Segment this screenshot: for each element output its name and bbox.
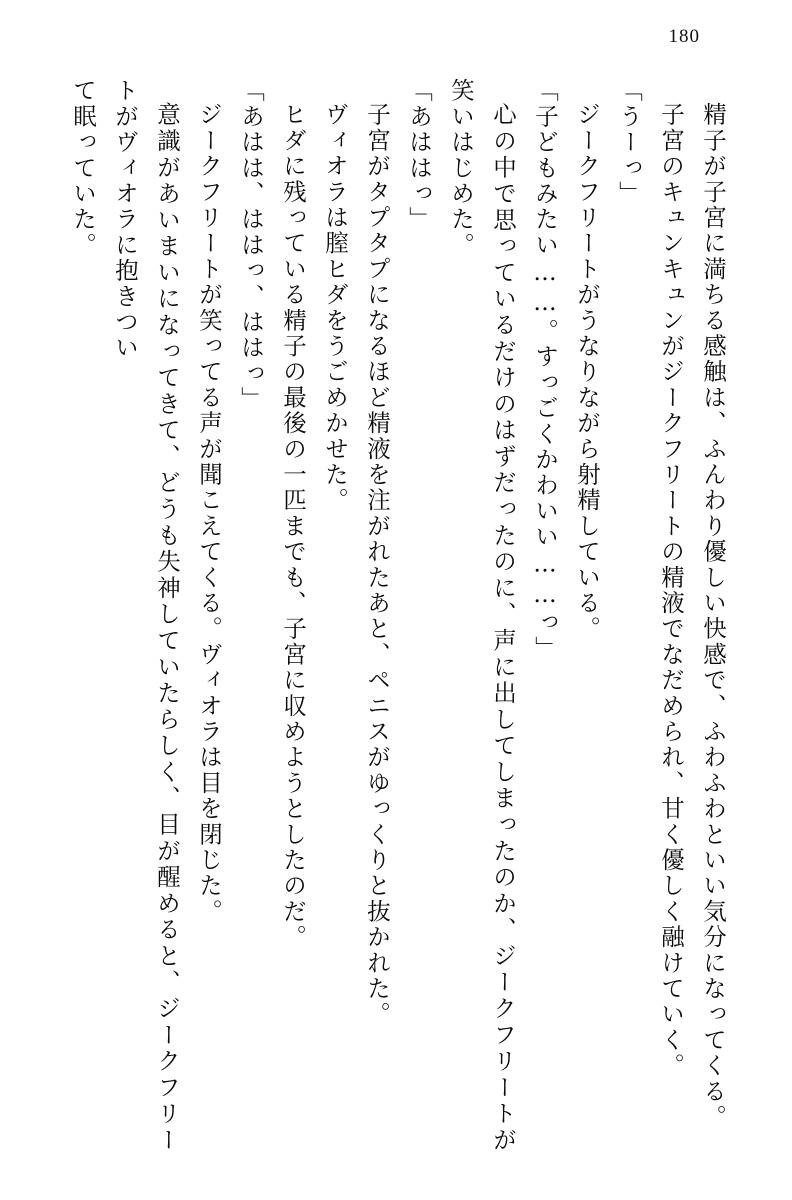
paragraph: ジークフリートがうなりながら射精している。 bbox=[573, 102, 601, 642]
paragraph: 「うーっ」 bbox=[615, 78, 643, 207]
paragraph: 「あはは、ははっ、ははっ」 bbox=[237, 78, 265, 413]
paragraph: 精子が子宮に満ちる感触は、ふんわり優しい快感で、ふわふわといい気分になってくる。 bbox=[699, 102, 727, 1130]
paragraph: 子宮がタプタプになるほど精液を注がれたあと、ペニスがゆっくりと抜かれた。 bbox=[363, 102, 391, 1028]
paragraph: ジークフリートが笑ってる声が聞こえてくる。ヴィオラは目を閉じた。 bbox=[195, 102, 223, 925]
paragraph: て眠っていた。 bbox=[69, 78, 97, 258]
paragraph: ヴィオラは膣ヒダをうごめかせた。 bbox=[321, 102, 349, 514]
paragraph: ヒダに残っている精子の最後の一匹までも、子宮に収めようとしたのだ。 bbox=[279, 102, 307, 951]
paragraph: 子宮のキュンキュンがジークフリートの精液でなだめられ、甘く優しく融けていく。 bbox=[657, 102, 685, 1079]
paragraph: 意識があいまいになってきて、どうも失神していたらしく、目が醒めると、ジークフリートがヴィオラに抱きつい bbox=[111, 78, 181, 1153]
paragraph: 「あははっ」 bbox=[405, 78, 433, 233]
page-number: 180 bbox=[668, 26, 700, 47]
page-body-text bbox=[58, 78, 734, 1153]
paragraph: 心の中で思っているだけのはずだったのに、声に出してしまったのか、ジークフリートが笑いはじめた。 bbox=[447, 78, 517, 1153]
paragraph: 「子どもみたい……。すっごくかわいい……っ」 bbox=[531, 78, 559, 662]
